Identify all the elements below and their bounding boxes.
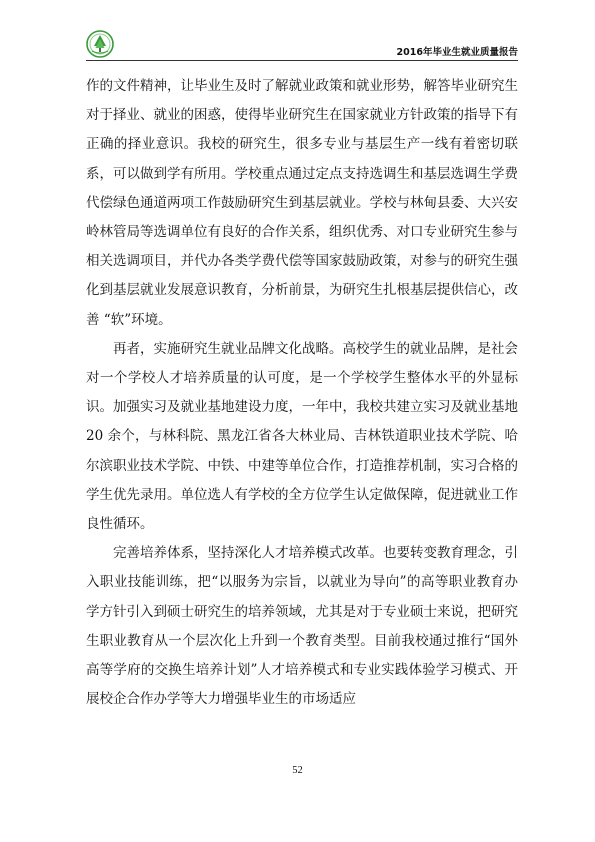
page-header <box>86 30 518 60</box>
header-rule <box>86 60 518 61</box>
paragraph-1: 作的文件精神，让毕业生及时了解就业政策和就业形势，解答毕业研究生对于择业、就业的困惑，使得毕业研究生在国家就业方针政策的指导下有正确的择业意识。我校的研究生，很多专业与基层生产一线有着密切联系，可以做到学有所用。学校重点通过定点支持选调生和基层选调生学费代偿绿色通道两项工作鼓励研究生到基层就业。学校与林甸县委、大兴安岭林管局等选调单位有良好的合作关系，组织优秀、对口专业研究生参与相关选调项目，并代办各类学费代偿等国家鼓励政策，对参与的研究生强化到基层就业发展意识教育，分析前景，为研究生扎根基层提供信心，改善 “软”环境。 <box>86 78 518 328</box>
university-emblem-icon <box>86 30 114 58</box>
body-text <box>86 72 518 714</box>
paragraph-2: 再者，实施研究生就业品牌文化战略。高校学生的就业品牌，是社会对一个学校人才培养质量的认可度，是一个学校学生整体水平的外显标识。加强实习及就业基地建设力度，一年中，我校共建立实习及就业基地 20 余个，与林科院、黑龙江省各大林业局、吉林铁道职业技术学院、哈尔滨职业技术学院、中铁、中建等单位合作，打造推荐机制，实习合格的学生优先录用。单位选人有学校的全方位学生认定做保障，促进就业工作良性循环。 <box>86 340 518 533</box>
page-number: 52 <box>292 765 303 776</box>
header-title: 2016年毕业生就业质量报告 <box>396 47 518 58</box>
paragraph-3: 完善培养体系，坚持深化人才培养模式改革。也要转变教育理念，引入职业技能训练，把“以服务为宗旨，以就业为导向”的高等职业教育办学方针引入到硕士研究生的培养领域，尤其是对于专业硕士来说，把研究生职业教育从一个层次化上升到一个教育类型。目前我校通过推行“国外高等学府的交换生培养计划”人才培养模式和专业实践体验学习模式、开展校企合作办学等大力增强毕业生的市场适应 <box>86 545 518 708</box>
